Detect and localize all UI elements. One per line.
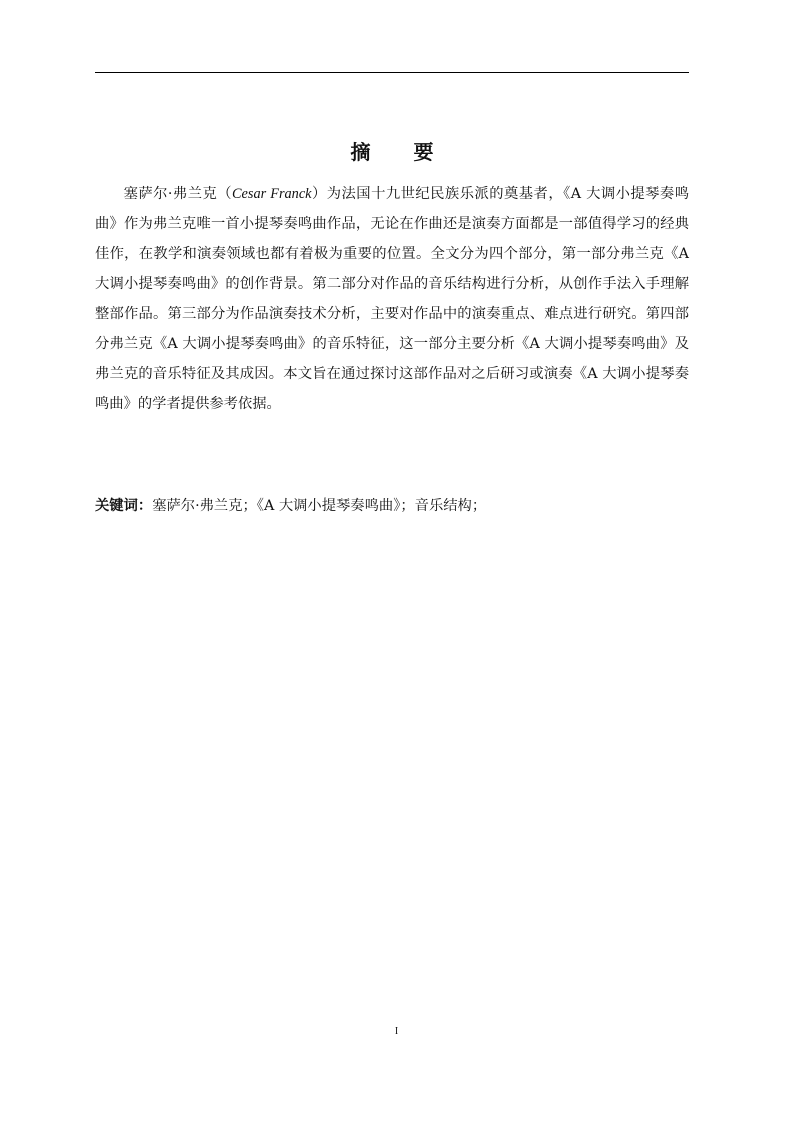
- page-number: I: [394, 1026, 399, 1037]
- abstract-title: 摘 要: [350, 140, 452, 164]
- abstract-text-part1: 塞萨尔·弗兰克（: [123, 186, 233, 202]
- keywords-label: 关键词：: [95, 498, 153, 514]
- keywords-items: 塞萨尔·弗兰克；《A 大调小提琴奏鸣曲》；音乐结构；: [152, 498, 487, 514]
- header-rule: [95, 72, 689, 73]
- abstract-text-part2: ）为法国十九世纪民族乐派的奠基者，《A 大调小提琴奏鸣曲》作为弗兰克唯一首小提琴奏鸣曲作品，无论在作曲还是演奏方面都是一部值得学习的经典佳作，在教学和演奏领域也都有着极为重要的位置。全文分为四个部分，第一部分弗兰克《A 大调小提琴奏鸣曲》的创作背景。第二部分对作品的音乐结构进行分析，从创作手法入手理解整部作品。第三部分为作品演奏技术分析，主要对作品中的演奏重点、难点进行研究。第四部分弗兰克《A 大调小提琴奏鸣曲》的音乐特征，这一部分主要分析《A 大调小提琴奏鸣曲》及弗兰克的音乐特征及其成因。本文旨在通过探讨这部作品对之后研习或演奏《A 大调小提琴奏鸣曲》的学者提供参考依据。: [95, 186, 689, 412]
- abstract-body: [95, 179, 689, 419]
- composer-latin-name: Cesar Franck: [232, 186, 312, 202]
- keywords-line: [95, 492, 689, 520]
